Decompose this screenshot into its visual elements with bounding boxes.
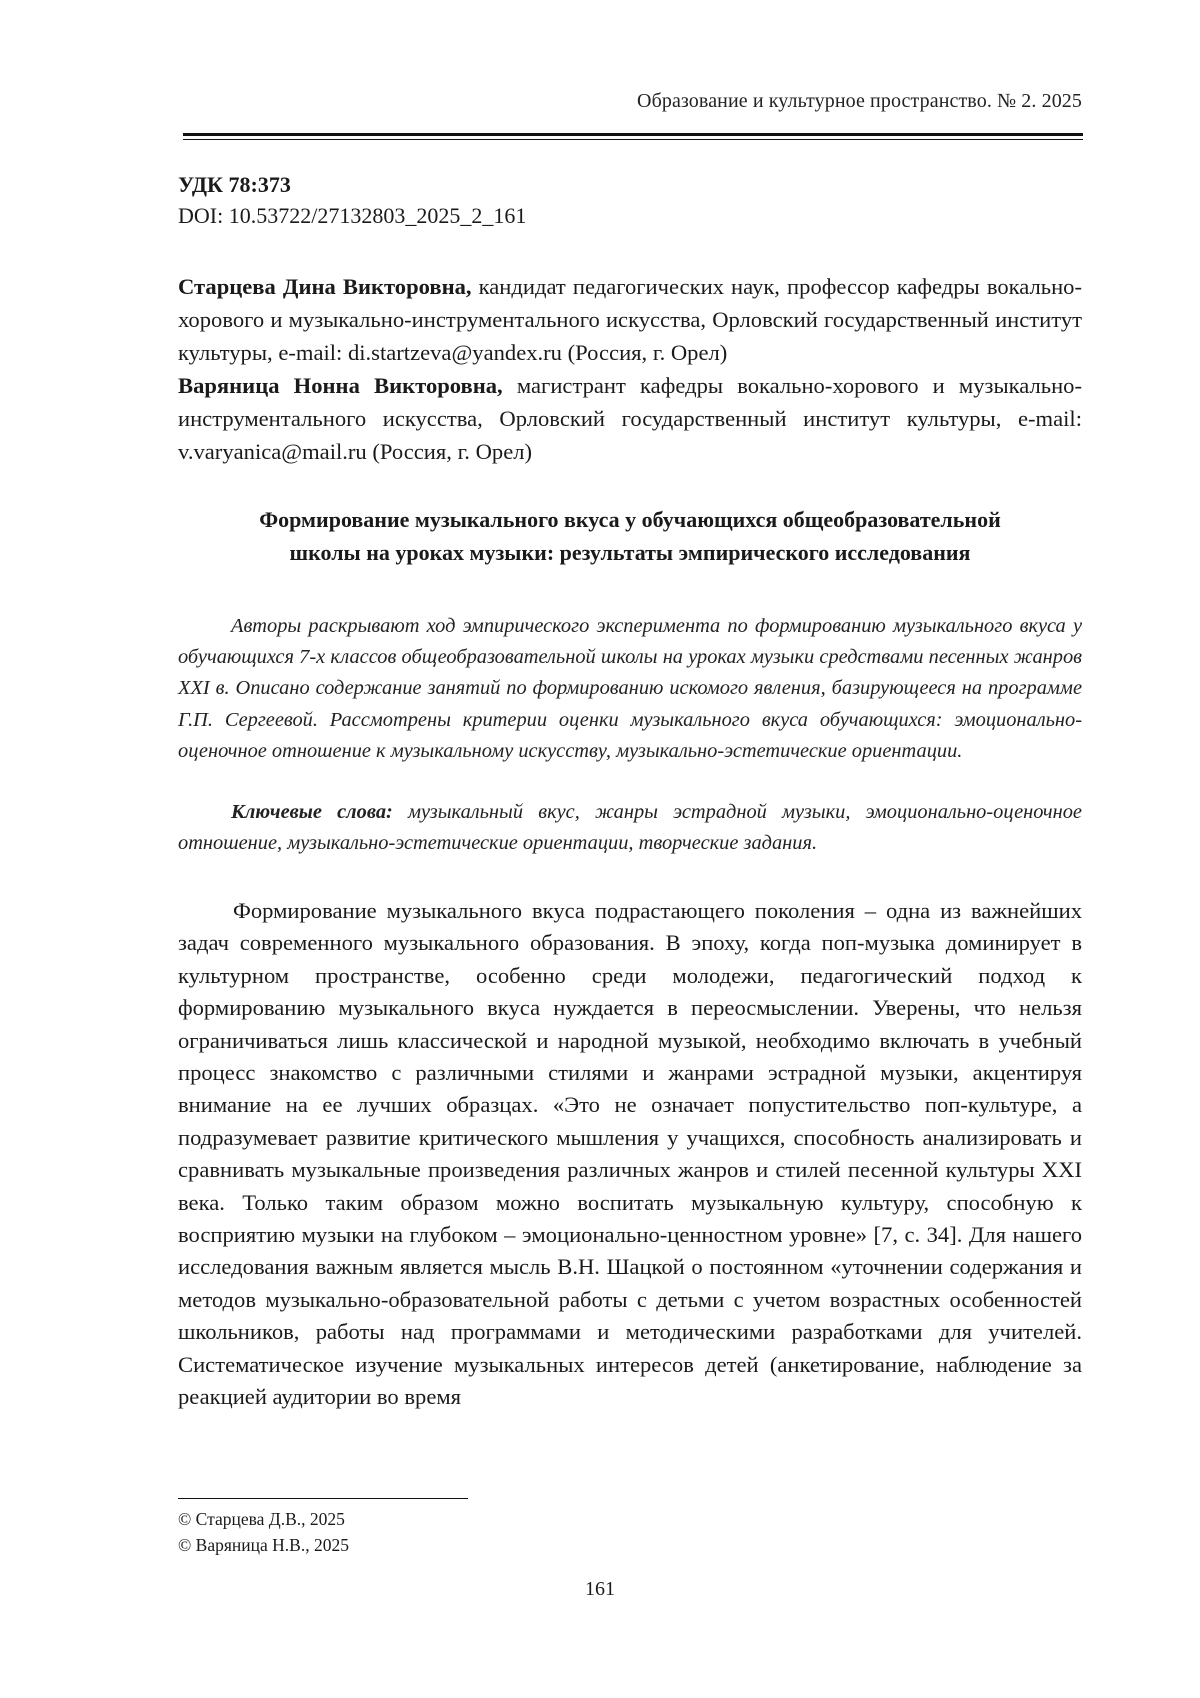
body-paragraph: Формирование музыкального вкуса подрастающего поколения – одна из важнейших задач современного музыкального образования. В эпоху, когда поп-музыка доминирует в культурном пространстве, особенно среди молодежи, педагогический подход к формированию музыкального вкуса нуждается в переосмыслении. Уверены, что нельзя ограничиваться лишь классической и народной музыкой, необходимо включать в учебный процесс знакомство с различными стилями и жанрами эстрадной музыки, акцентируя внимание на ее лучших образцах. «Это не означает попустительство поп-культуре, а подразумевает развитие критического мышления у учащихся, способность анализировать и сравнивать музыкальные произведения различных жанров и стилей песенной культуры XXI века. Только таким образом можно воспитать музыкальную культуру, способную к восприятию музыки на глубоком – эмоционально-ценностном уровне» [7, с. 34]. Для нашего исследования важным является мысль В.Н. Шацкой о постоянном «уточнении содержания и методов музыкально-образовательной работы с детьми с учетом возрастных особенностей школьников, работы над программами и методическими разработками для учителей. Систематическое изучение музыкальных интересов детей (анкетирование, наблюдение за реакцией аудитории во время: [178, 898, 1082, 1410]
udk-code: УДК 78:373: [178, 172, 291, 197]
title-line: Формирование музыкального вкуса у обучающихся общеобразовательной: [259, 507, 1001, 532]
copyright-note: © Старцева Д.В., 2025: [178, 1509, 345, 1529]
copyright-note: © Варяница Н.В., 2025: [178, 1535, 349, 1555]
author-name: Варяница Нонна Викторовна,: [178, 373, 503, 398]
keywords-label: Ключевые слова:: [231, 801, 393, 823]
author-name: Старцева Дина Викторовна,: [178, 274, 472, 299]
doi: DOI: 10.53722/27132803_2025_2_161: [178, 203, 527, 228]
running-header: Образование и культурное пространство. № 2. 2025: [637, 90, 1082, 112]
footnote-divider: [178, 1498, 468, 1499]
author-block: [178, 270, 1082, 468]
author-affiliation: кандидат педагогических наук, профессор кафедры вокально-хорового и музыкально-инструментального искусства, Орловский государственный институт культуры, e-mail: di.startzeva@yandex.ru (Россия, г. Орел): [178, 274, 1082, 365]
title-line: школы на уроках музыки: результаты эмпирического исследования: [289, 540, 971, 565]
article-title: [178, 503, 1082, 569]
keywords: [178, 797, 1082, 859]
page-number: 161: [585, 1578, 615, 1600]
abstract: Авторы раскрывают ход эмпирического эксперимента по формированию музыкального вкуса у обучающихся 7-х классов общеобразовательной школы на уроках музыки средствами песенных жанров XXI в. Описано содержание занятий по формированию искомого явления, базирующееся на программе Г.П. Сергеевой. Рассмотрены критерии оценки музыкального вкуса обучающихся: эмоционально-оценочное отношение к музыкальному искусству, музыкально-эстетические ориентации.: [178, 615, 1082, 762]
keywords-text: музыкальный вкус, жанры эстрадной музыки, эмоционально-оценочное отношение, музыкально-эстетические ориентации, творческие задания.: [178, 801, 1082, 855]
header-divider: [183, 133, 1083, 140]
author-affiliation: магистрант кафедры вокально-хорового и музыкально-инструментального искусства, Орловский государственный институт культуры, e-mail: v.varyanica@mail.ru (Россия, г. Орел): [178, 373, 1082, 464]
